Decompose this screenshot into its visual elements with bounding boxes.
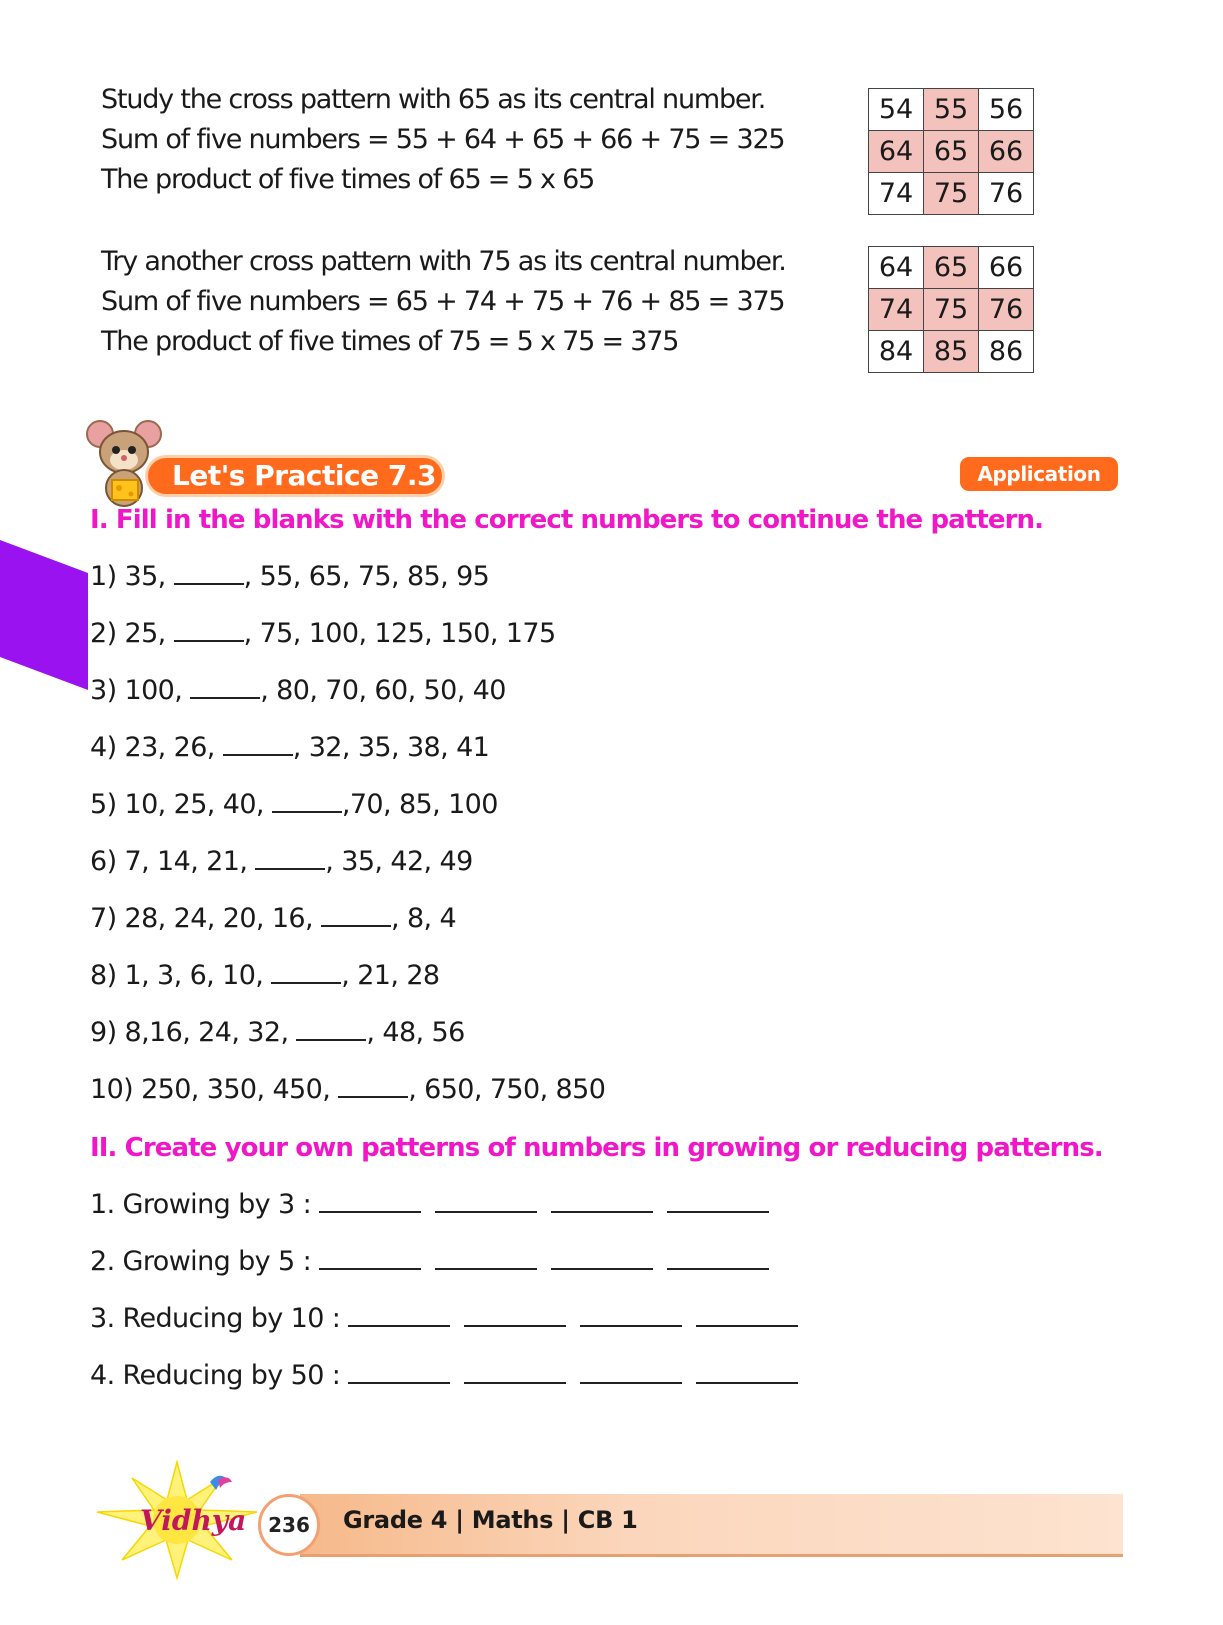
item-text: 6) 7, 14, 21, bbox=[90, 846, 256, 877]
item-text: , 8, 4 bbox=[390, 903, 457, 934]
section1-heading: I. Fill in the blanks with the correct numbers to continue the pattern. bbox=[90, 505, 1044, 535]
item-text: 1) 35, bbox=[90, 561, 174, 592]
fill-blank-item bbox=[90, 561, 489, 592]
example2-line-2: Sum of five numbers = 65 + 74 + 75 + 76 + 85 = 375 bbox=[101, 286, 785, 317]
grid-cell: 74 bbox=[869, 173, 924, 215]
grid-cell: 85 bbox=[924, 331, 979, 373]
item-text: 4. Reducing by 50 : bbox=[90, 1360, 349, 1391]
item-text: , 21, 28 bbox=[341, 960, 440, 991]
item-text: , 650, 750, 850 bbox=[408, 1074, 606, 1105]
footer-separator: | bbox=[561, 1506, 570, 1534]
footer-book: CB 1 bbox=[577, 1506, 638, 1534]
footer-course-info bbox=[343, 1506, 638, 1534]
answer-blank[interactable] bbox=[580, 1364, 682, 1384]
grid-cell: 56 bbox=[979, 89, 1034, 131]
item-text: 3) 100, bbox=[90, 675, 191, 706]
fill-blank-item bbox=[90, 1017, 465, 1048]
footer-grade: Grade 4 bbox=[343, 1506, 448, 1534]
grid-cell: 76 bbox=[979, 173, 1034, 215]
item-text: 2) 25, bbox=[90, 618, 174, 649]
grid-cell: 55 bbox=[924, 89, 979, 131]
grid-cell: 84 bbox=[869, 331, 924, 373]
item-text: 4) 23, 26, bbox=[90, 732, 223, 763]
item-text: 9) 8,16, 24, 32, bbox=[90, 1017, 297, 1048]
grid-cell: 75 bbox=[924, 289, 979, 331]
answer-blank[interactable] bbox=[551, 1193, 653, 1213]
answer-blank[interactable] bbox=[435, 1250, 537, 1270]
item-text: 7) 28, 24, 20, 16, bbox=[90, 903, 321, 934]
answer-blank[interactable] bbox=[348, 1307, 450, 1327]
pattern-item bbox=[90, 1246, 783, 1277]
grid-cell: 64 bbox=[869, 131, 924, 173]
item-text: 8) 1, 3, 6, 10, bbox=[90, 960, 272, 991]
item-text: , 75, 100, 125, 150, 175 bbox=[243, 618, 556, 649]
pattern-item bbox=[90, 1303, 812, 1334]
example1-line-2: Sum of five numbers = 55 + 64 + 65 + 66 + 75 = 325 bbox=[101, 124, 785, 155]
answer-blank[interactable] bbox=[551, 1250, 653, 1270]
cross-pattern-grid-65 bbox=[868, 88, 1034, 215]
grid-cell: 66 bbox=[979, 131, 1034, 173]
item-text: 1. Growing by 3 : bbox=[90, 1189, 320, 1220]
answer-blank[interactable] bbox=[435, 1193, 537, 1213]
answer-blank[interactable] bbox=[190, 679, 260, 699]
fill-blank-item bbox=[90, 846, 473, 877]
grid-cell: 65 bbox=[924, 247, 979, 289]
item-text: , 80, 70, 60, 50, 40 bbox=[260, 675, 506, 706]
pattern-item bbox=[90, 1189, 783, 1220]
page-number: 236 bbox=[258, 1494, 320, 1556]
item-text: , 32, 35, 38, 41 bbox=[292, 732, 490, 763]
answer-blank[interactable] bbox=[321, 907, 391, 927]
item-text: 10) 250, 350, 450, bbox=[90, 1074, 339, 1105]
answer-blank[interactable] bbox=[174, 565, 244, 585]
answer-blank[interactable] bbox=[464, 1364, 566, 1384]
fill-blank-item bbox=[90, 618, 556, 649]
answer-blank[interactable] bbox=[296, 1021, 366, 1041]
answer-blank[interactable] bbox=[667, 1250, 769, 1270]
answer-blank[interactable] bbox=[319, 1193, 421, 1213]
item-text: ,70, 85, 100 bbox=[341, 789, 498, 820]
item-text: , 35, 42, 49 bbox=[325, 846, 473, 877]
fill-blank-item bbox=[90, 789, 498, 820]
vidhya-logo-icon bbox=[92, 1460, 262, 1580]
grid-cell: 54 bbox=[869, 89, 924, 131]
answer-blank[interactable] bbox=[271, 964, 341, 984]
application-badge: Application bbox=[960, 457, 1118, 491]
footer-subject: Maths bbox=[471, 1506, 554, 1534]
practice-title-banner: Let's Practice 7.3 bbox=[145, 455, 445, 497]
section2-heading: II. Create your own patterns of numbers in growing or reducing patterns. bbox=[90, 1133, 1103, 1163]
fill-blank-item bbox=[90, 903, 456, 934]
side-tab-decoration bbox=[0, 540, 88, 690]
answer-blank[interactable] bbox=[174, 622, 244, 642]
answer-blank[interactable] bbox=[272, 793, 342, 813]
grid-cell: 74 bbox=[869, 289, 924, 331]
example1-line-3: The product of five times of 65 = 5 x 65 bbox=[101, 164, 595, 195]
answer-blank[interactable] bbox=[348, 1364, 450, 1384]
grid-cell: 64 bbox=[869, 247, 924, 289]
logo-text: Vidhya bbox=[140, 1504, 247, 1537]
grid-cell: 65 bbox=[924, 131, 979, 173]
item-text: 3. Reducing by 10 : bbox=[90, 1303, 349, 1334]
item-text: , 55, 65, 75, 85, 95 bbox=[243, 561, 490, 592]
footer-separator: | bbox=[455, 1506, 464, 1534]
example2-line-1: Try another cross pattern with 75 as its central number. bbox=[101, 246, 786, 277]
answer-blank[interactable] bbox=[255, 850, 325, 870]
example1-line-1: Study the cross pattern with 65 as its central number. bbox=[101, 84, 766, 115]
answer-blank[interactable] bbox=[667, 1193, 769, 1213]
item-text: 5) 10, 25, 40, bbox=[90, 789, 272, 820]
example2-line-3: The product of five times of 75 = 5 x 75 = 375 bbox=[101, 326, 679, 357]
mouse-mascot-icon bbox=[86, 418, 164, 508]
item-text: 2. Growing by 5 : bbox=[90, 1246, 320, 1277]
grid-cell: 66 bbox=[979, 247, 1034, 289]
fill-blank-item bbox=[90, 1074, 605, 1105]
answer-blank[interactable] bbox=[696, 1307, 798, 1327]
fill-blank-item bbox=[90, 960, 440, 991]
fill-blank-item bbox=[90, 675, 506, 706]
grid-cell: 76 bbox=[979, 289, 1034, 331]
cross-pattern-grid-75 bbox=[868, 246, 1034, 373]
fill-blank-item bbox=[90, 732, 489, 763]
grid-cell: 86 bbox=[979, 331, 1034, 373]
answer-blank[interactable] bbox=[580, 1307, 682, 1327]
pattern-item bbox=[90, 1360, 812, 1391]
item-text: , 48, 56 bbox=[366, 1017, 465, 1048]
answer-blank[interactable] bbox=[338, 1078, 408, 1098]
footer-bar-edge bbox=[300, 1554, 1123, 1557]
answer-blank[interactable] bbox=[464, 1307, 566, 1327]
grid-cell: 75 bbox=[924, 173, 979, 215]
answer-blank[interactable] bbox=[696, 1364, 798, 1384]
answer-blank[interactable] bbox=[319, 1250, 421, 1270]
answer-blank[interactable] bbox=[223, 736, 293, 756]
